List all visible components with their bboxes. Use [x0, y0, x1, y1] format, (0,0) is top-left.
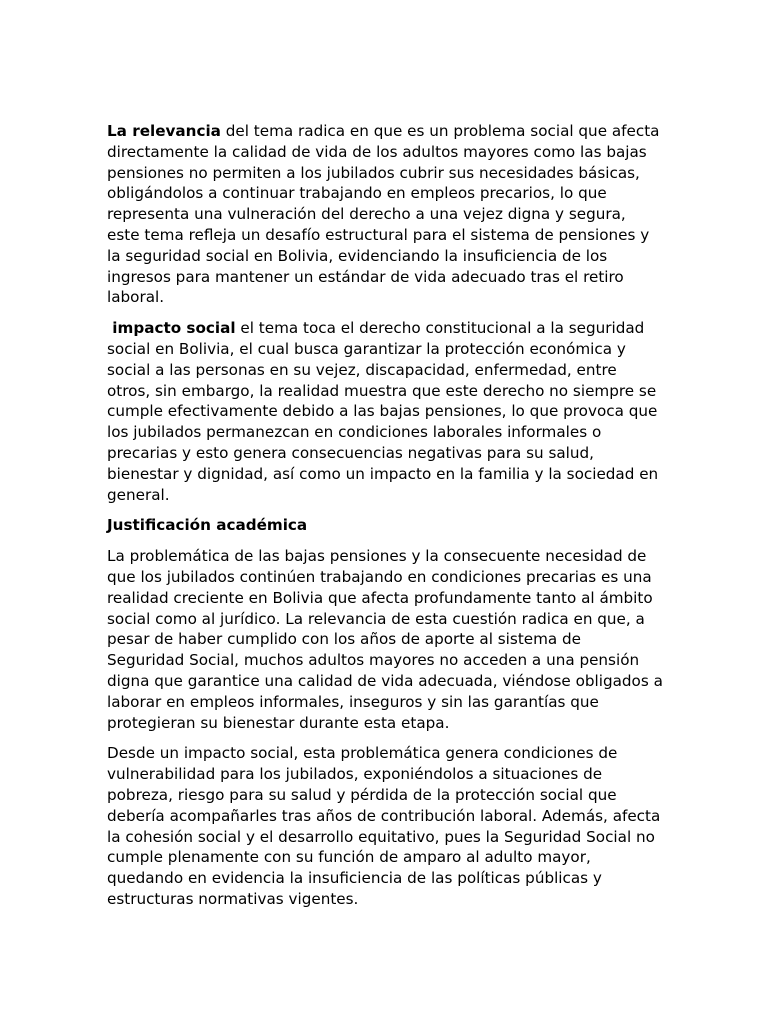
paragraph-impacto-social: [107, 318, 663, 505]
document-page: [107, 121, 663, 920]
paragraph-lead: impacto social: [107, 319, 236, 338]
section-heading: Justificación académica: [107, 516, 308, 535]
paragraph-text: del tema radica en que es un problema social que afecta directamente la calidad de vida de los adultos mayores como las bajas pensiones no permiten a los jubilados cubrir sus necesidades básicas, obligándolos a continuar trabajando en empleos precarios, lo que representa una vulneración del derecho a una vejez digna y segura, este tema refleja un desafío estructural para el sistema de pensiones y la seguridad social en Bolivia, evidenciando la insuficiencia de los ingresos para mantener un estándar de vida adecuado tras el retiro laboral.: [107, 122, 660, 307]
paragraph-text: el tema toca el derecho constitucional a la seguridad social en Bolivia, el cual busca garantizar la protección económica y social a las personas en su vejez, discapacidad, enfermedad, entre otros, sin embargo, la realidad muestra que este derecho no siempre se cumple efectivamente debido a las bajas pensiones, lo que provoca que los jubilados permanezcan en condiciones laborales informales o precarias y esto genera consecuencias negativas para su salud, bienestar y dignidad, así como un impacto en la familia y la sociedad en general.: [107, 319, 659, 504]
paragraph-justificacion: La problemática de las bajas pensiones y la consecuente necesidad de que los jubilados continúen trabajando en condiciones precarias es una realidad creciente en Bolivia que afecta profundamente tanto al ámbito social como al jurídico. La relevancia de esta cuestión radica en que, a pesar de haber cumplido con los años de aporte al sistema de Seguridad Social, muchos adultos mayores no acceden a una pensión digna que garantice una calidad de vida adecuada, viéndose obligados a laborar en empleos informales, inseguros y sin las garantías que protegieran su bienestar durante esta etapa.: [107, 547, 663, 732]
paragraph-lead: La relevancia: [107, 122, 221, 140]
paragraph-relevancia: [107, 121, 663, 308]
paragraph-impacto: Desde un impacto social, esta problemática genera condiciones de vulnerabilidad para los jubilados, exponiéndolos a situaciones de pobreza, riesgo para su salud y pérdida de la protección social que debería acompañarles tras años de contribución laboral. Además, afecta la cohesión social y el desarrollo equitativo, pues la Seguridad Social no cumple plenamente con su función de amparo al adulto mayor, quedando en evidencia la insuficiencia de las políticas públicas y estructuras normativas vigentes.: [107, 744, 661, 908]
